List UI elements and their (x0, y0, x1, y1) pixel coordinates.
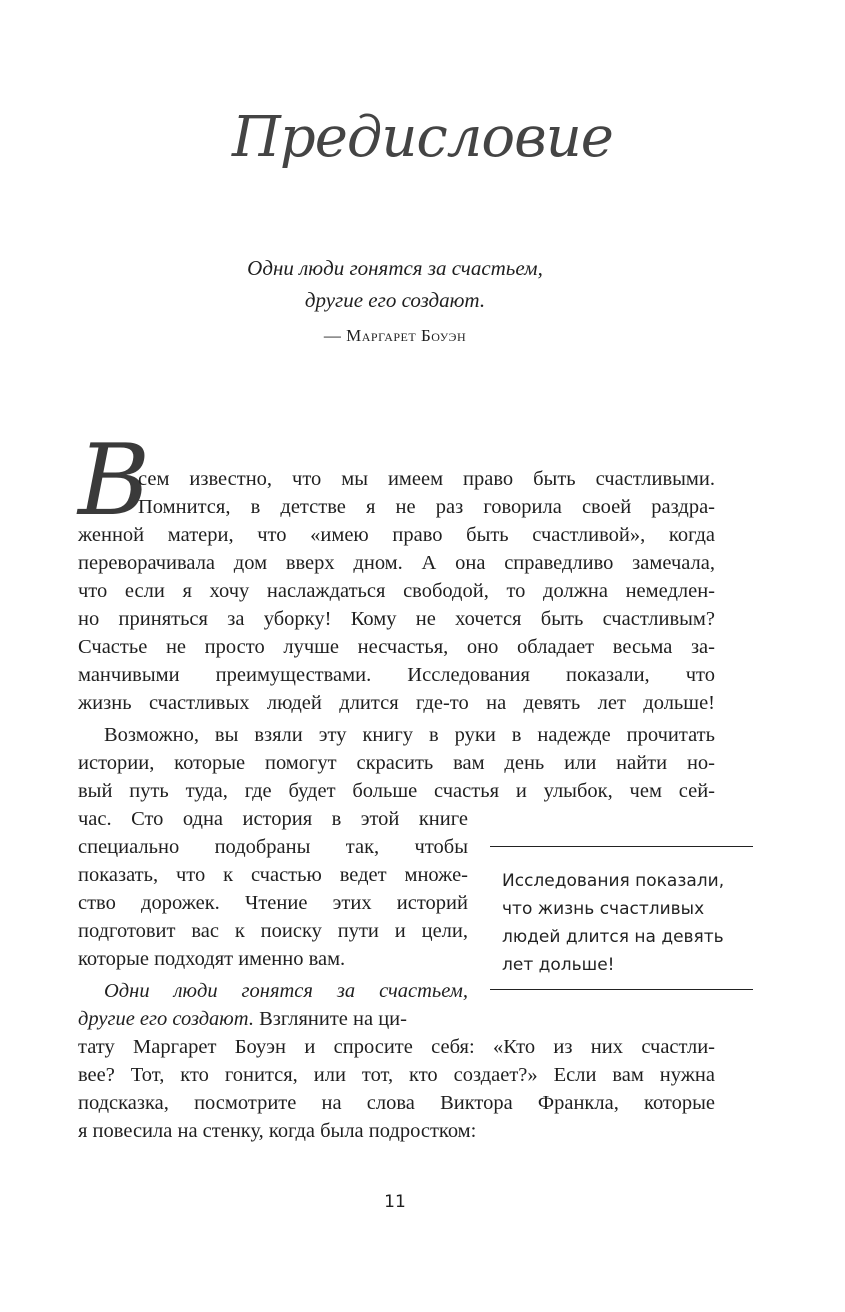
body-line: показать, что к счастью ведет множе- (78, 864, 468, 886)
epigraph (0, 252, 790, 316)
body-line-italic: Одни люди гонятся за счастьем, (104, 980, 468, 1002)
body-line: Счастье не просто лучше несчастья, оно обладает весьма за- (78, 636, 715, 658)
body-line: переворачивала дом вверх дном. А она справедливо замечала, (78, 552, 715, 574)
body-line: я повесила на стенку, когда была подростком: (78, 1120, 477, 1142)
epigraph-line-1: Одни люди гонятся за счастьем, (247, 256, 543, 280)
body-line: подготовит вас к поиску пути и цели, (78, 920, 468, 942)
body-line: ство дорожек. Чтение этих историй (78, 892, 468, 914)
body-line: манчивыми преимуществами. Исследования показали, что (78, 664, 715, 686)
body-line: сем известно, что мы имеем право быть счастливыми. (138, 468, 715, 490)
body-line: подсказка, посмотрите на слова Виктора Франкла, которые (78, 1092, 715, 1114)
body-line: истории, которые помогут скрасить вам день или найти но- (78, 752, 715, 774)
body-line: которые подходят именно вам. (78, 948, 346, 970)
body-line: Помнится, в детстве я не раз говорила своей раздра- (138, 496, 715, 518)
page-number: 11 (384, 1192, 406, 1212)
body-line: тату Маргарет Боуэн и спросите себя: «Кто из них счастли- (78, 1036, 715, 1058)
drop-cap: В (78, 424, 151, 538)
body-line: вее? Тот, кто гонится, или тот, кто создает?» Если вам нужна (78, 1064, 715, 1086)
body-line: что если я хочу наслаждаться свободой, то должна немедлен- (78, 580, 715, 602)
epigraph-author: — Маргарет Боуэн (323, 326, 467, 345)
epigraph-line-2: другие его создают. (304, 288, 486, 312)
body-line: час. Сто одна история в этой книге (78, 808, 468, 830)
body-line: специально подобраны так, чтобы (78, 836, 468, 858)
chapter-title: Предисловие (232, 105, 613, 170)
pull-quote: Исследования показали, что жизнь счастливых людей длится на девять лет дольше! (490, 846, 753, 990)
body-line-italic: другие его создают. (78, 1008, 254, 1030)
body-line: вый путь туда, где будет больше счастья и улыбок, чем сей- (78, 780, 715, 802)
body-line: жизнь счастливых людей длится где-то на девять лет дольше! (78, 692, 715, 714)
body-line: но приняться за уборку! Кому не хочется быть счастливым? (78, 608, 715, 630)
body-line: Возможно, вы взяли эту книгу в руки в надежде прочитать (104, 724, 715, 746)
body-line: женной матери, что «имею право быть счастливой», когда (78, 524, 715, 546)
body-line (78, 1005, 468, 1033)
body-line: Взгляните на ци- (253, 1008, 407, 1030)
